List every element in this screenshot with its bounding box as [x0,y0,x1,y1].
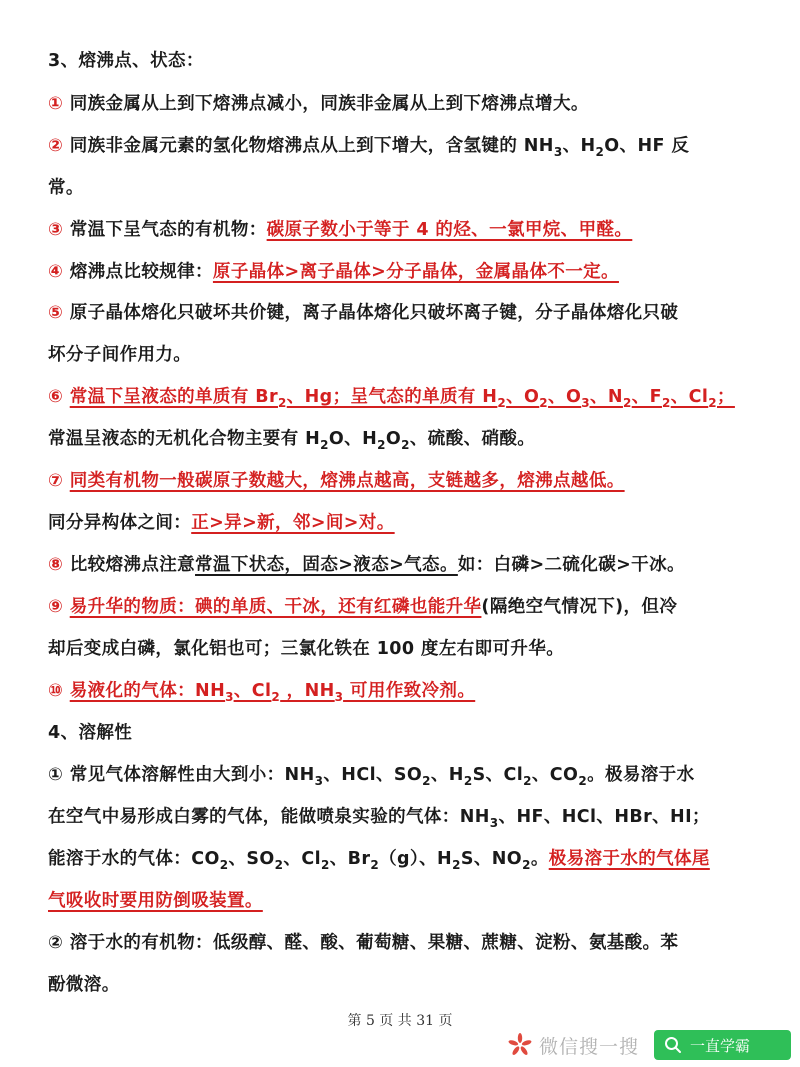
point-9: ⑨ 易升华的物质：碘的单质、干冰，还有红磷也能升华(隔绝空气情况下)，但冷 [48,597,678,617]
point-10: ⑩ 易液化的气体：$NH_3$、$Cl_2$ ，$NH_3$ 可用作致冷剂。 [48,681,476,704]
solubility-point-2: ② 溶于水的有机物：低级醇、醛、酸、葡萄糖、果糖、蔗糖、淀粉、氨基酸。苯 [48,933,679,953]
section-heading-melting-point: 3、熔沸点、状态： [48,51,204,71]
solubility-point-1-cont-a: 在空气中易形成白雾的气体，能做喷泉实验的气体：$NH_3$、HF、HCl、HBr、HI； [48,807,710,830]
point-5-cont: 坏分子间作用力。 [48,345,192,365]
point-6: ⑥ 常温下呈液态的单质有 $Br_2$、Hg；呈气态的单质有 $H_2$、$O_2$、$O_3$、$N_2$、$F_2$、$Cl_2$； [48,387,735,410]
point-9-cont: 却后变成白磷，氯化铝也可；三氯化铁在 100 度左右即可升华。 [48,639,565,659]
section-heading-solubility: 4、溶解性 [48,723,133,743]
point-2: ② 同族非金属元素的氢化物熔沸点从上到下增大，含氢键的 $NH_3$、$H_2O$、HF 反 [48,136,690,159]
search-account-label: 一直学霸 [690,1036,751,1055]
point-8: ⑧ 比较熔沸点注意常温下状态，固态>液态>气态。如：白磷>二硫化碳>干冰。 [48,555,685,575]
solubility-point-1-cont-b: 能溶于水的气体：$CO_2$、$SO_2$、$Cl_2$、$Br_2(g)$、$H_2S$、$NO_2$。极易溶于水的气体尾 [48,849,710,872]
point-3: ③ 常温下呈气态的有机物：碳原子数小于等于 4 的烃、一氯甲烷、甲醛。 [48,220,633,240]
point-1: ① 同族金属从上到下熔沸点减小，同族非金属从上到下熔沸点增大。 [48,94,589,114]
point-4: ④ 熔沸点比较规律：原子晶体>离子晶体>分子晶体，金属晶体不一定。 [48,262,619,282]
solubility-point-1: ① 常见气体溶解性由大到小：$NH_3$、HCl、$SO_2$、$H_2S$、$Cl_2$、$CO_2$。极易溶于水 [48,765,695,788]
point-7-cont: 同分异构体之间：正>异>新，邻>间>对。 [48,513,395,533]
point-7: ⑦ 同类有机物一般碳原子数越大，熔沸点越高，支链越多，熔沸点越低。 [48,471,625,491]
wechat-search-logo-icon [507,1032,533,1058]
search-account-button[interactable] [654,1030,791,1060]
solubility-point-1-cont-c: 气吸收时要用防倒吸装置。 [48,891,263,911]
point-2-cont: 常。 [48,178,84,198]
page-footer: 第 5 页 共 31 页 [347,1013,453,1029]
point-6-cont: 常温呈液态的无机化合物主要有 $H_2O$、$H_2O_2$、硫酸、硝酸。 [48,429,536,452]
watermark-text: 微信搜一搜 [539,1035,640,1058]
search-icon [664,1036,682,1054]
solubility-point-2-cont: 酚微溶。 [48,975,120,995]
wechat-search-watermark [507,1030,639,1060]
point-5: ⑤ 原子晶体熔化只破坏共价键，离子晶体熔化只破坏离子键，分子晶体熔化只破 [48,303,679,323]
